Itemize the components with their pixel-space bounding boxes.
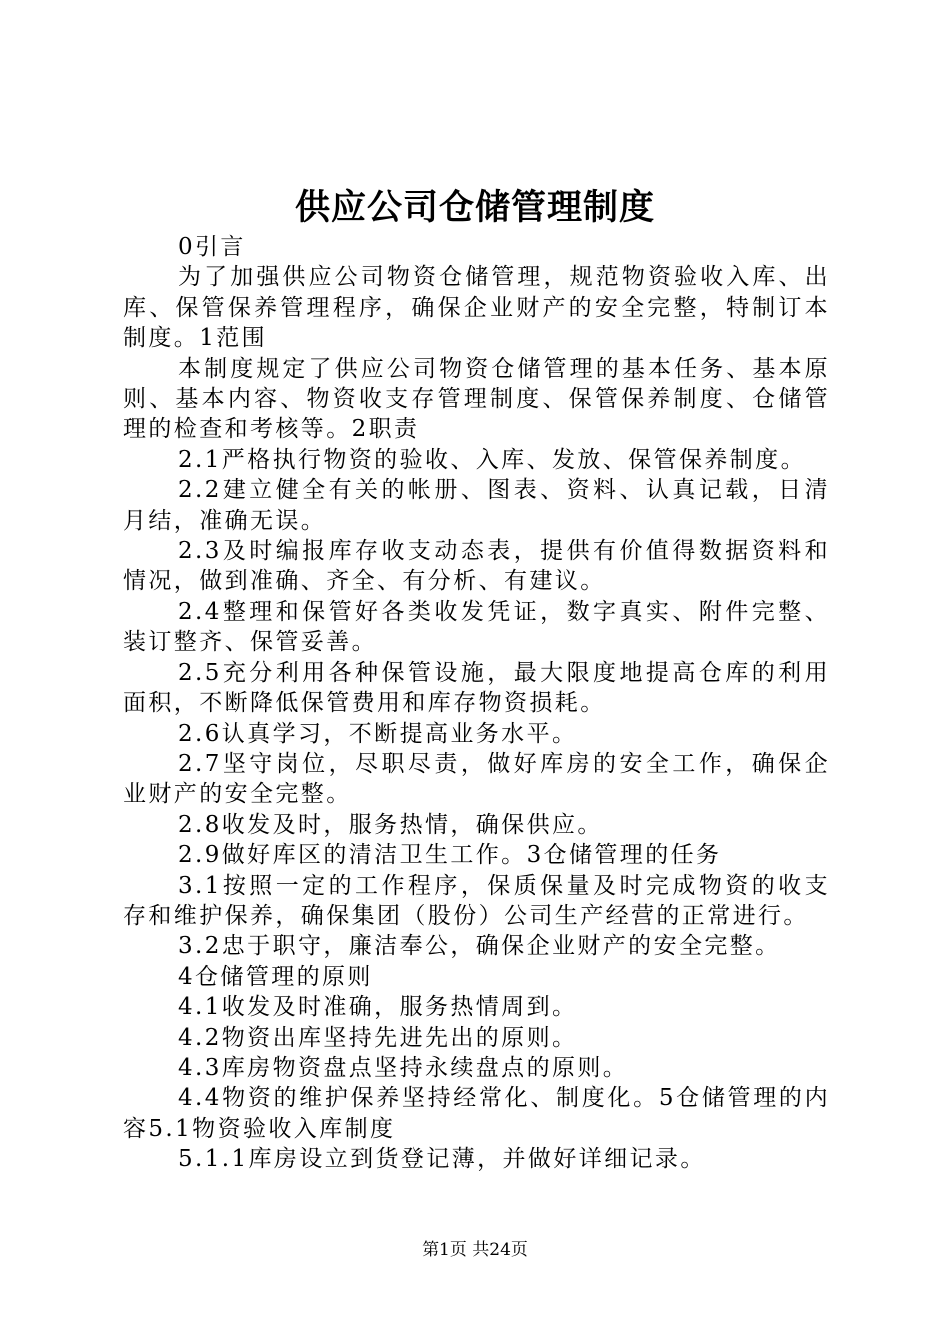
paragraph: 0引言 xyxy=(178,234,246,260)
document-body xyxy=(123,232,830,1175)
document-title: 供应公司仓储管理制度 xyxy=(294,187,655,228)
paragraph: 为了加强供应公司物资仓储管理，规范物资验收入库、出库、保管保养管理程序，确保企业财产的安全完整，特制订本制度。1范围 xyxy=(123,264,830,352)
paragraph: 2.7坚守岗位，尽职尽责，做好库房的安全工作，确保企业财产的安全完整。 xyxy=(123,750,830,808)
paragraph: 4.4物资的维护保养坚持经常化、制度化。5仓储管理的内容5.1物资验收入库制度 xyxy=(123,1085,830,1142)
paragraph: 4.1收发及时准确，服务热情周到。 xyxy=(178,994,578,1021)
paragraph: 2.5充分利用各种保管设施，最大限度地提高仓库的利用面积，不断降低保管费用和库存物资损耗。 xyxy=(123,659,830,717)
paragraph: 2.3及时编报库存收支动态表，提供有价值得数据资料和情况，做到准确、齐全、有分析、有建议。 xyxy=(123,538,830,595)
paragraph: 3.1按照一定的工作程序，保质保量及时完成物资的收支存和维护保养，确保集团（股份）公司生产经营的正常进行。 xyxy=(123,872,830,929)
paragraph: 2.4整理和保管好各类收发凭证，数字真实、附件完整、装订整齐、保管妥善。 xyxy=(123,598,830,656)
paragraph: 2.6认真学习，不断提高业务水平。 xyxy=(178,720,578,747)
paragraph: 5.1.1库房设立到货登记薄，并做好详细记录。 xyxy=(178,1146,706,1173)
paragraph: 2.8收发及时，服务热情，确保供应。 xyxy=(178,811,603,838)
paragraph: 4.3库房物资盘点坚持永续盘点的原则。 xyxy=(178,1054,629,1081)
paragraph: 2.2建立健全有关的帐册、图表、资料、认真记载，日清月结，准确无误。 xyxy=(123,477,830,534)
paragraph: 2.1严格执行物资的验收、入库、发放、保管保养制度。 xyxy=(178,446,806,473)
paragraph: 4.2物资出库坚持先进先出的原则。 xyxy=(178,1024,578,1051)
page-footer xyxy=(0,1238,950,1262)
page-number-label: 第1页 共24页 xyxy=(422,1240,528,1260)
paragraph: 4仓储管理的原则 xyxy=(178,963,373,990)
paragraph: 2.9做好库区的清洁卫生工作。3仓储管理的任务 xyxy=(178,842,722,869)
paragraph: 本制度规定了供应公司物资仓储管理的基本任务、基本原则、基本内容、物资收支存管理制度、保管保养制度、仓储管理的检查和考核等。2职责 xyxy=(123,355,830,443)
paragraph: 3.2忠于职守，廉洁奉公，确保企业财产的安全完整。 xyxy=(178,933,781,960)
